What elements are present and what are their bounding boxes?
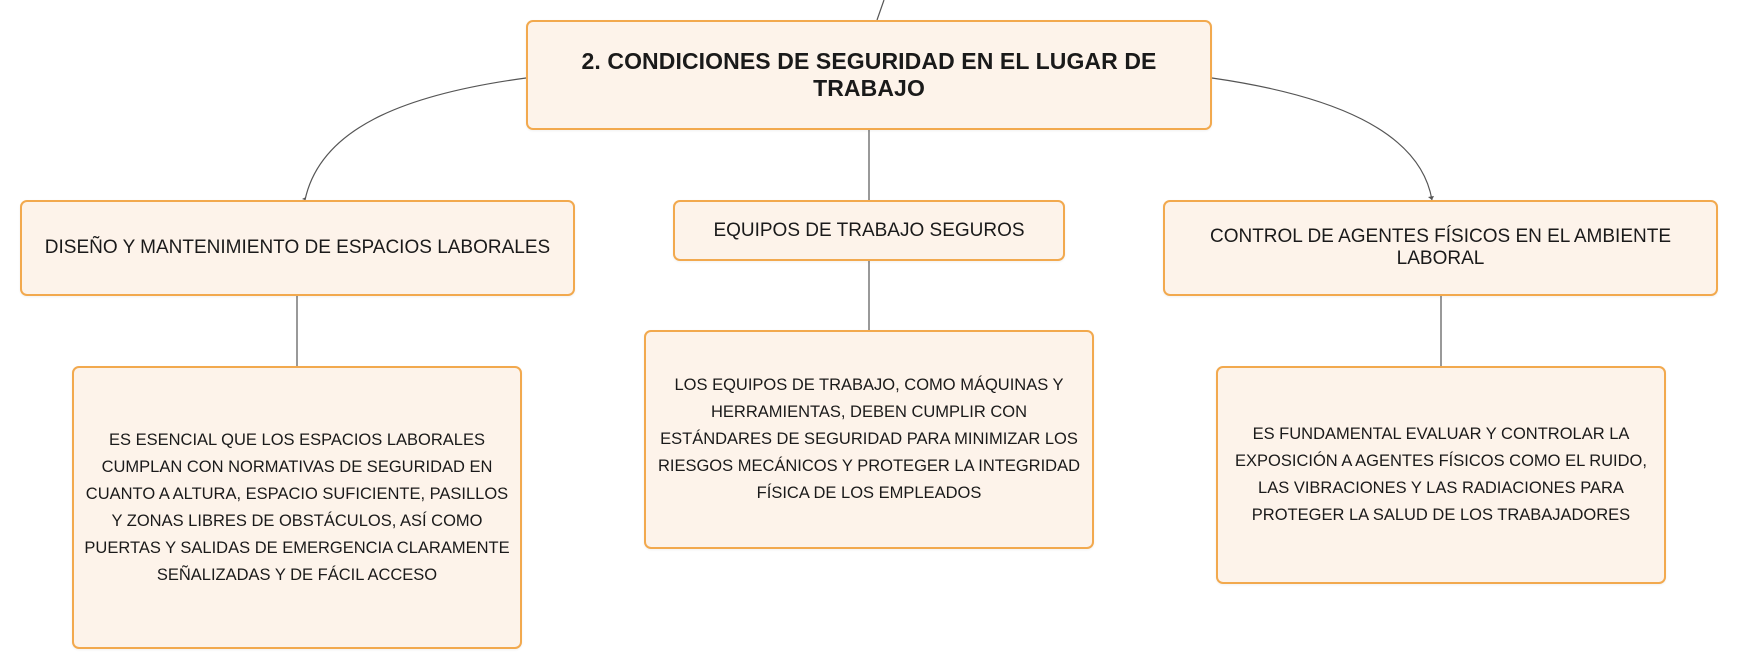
connector-root-to-right [1212, 78, 1432, 200]
detail-text: ES ESENCIAL QUE LOS ESPACIOS LABORALES CUMPLAN CON NORMATIVAS DE SEGURIDAD EN CUANTO A ALTURA, ESPACIO SUFICIENTE, PASILLOS Y ZONAS LIBRES DE OBSTÁCULOS, ASÍ COMO PUERTAS Y SALIDAS DE EMERGENCIA CLARAMENTE SEÑALIZADAS Y DE FÁCIL ACCESO [84, 430, 510, 584]
root-node[interactable] [526, 20, 1212, 130]
detail-node-equipment[interactable] [644, 330, 1094, 549]
detail-text: LOS EQUIPOS DE TRABAJO, COMO MÁQUINAS Y HERRAMIENTAS, DEBEN CUMPLIR CON ESTÁNDARES DE SEGURIDAD PARA MINIMIZAR LOS RIESGOS MECÁNICOS Y PROTEGER LA INTEGRIDAD FÍSICA DE LOS EMPLEADOS [657, 376, 1081, 502]
detail-node-physical-agents[interactable] [1216, 366, 1666, 584]
branch-node-physical-agents[interactable] [1163, 200, 1718, 296]
branch-node-equipment[interactable] [673, 200, 1065, 261]
branch-label: CONTROL DE AGENTES FÍSICOS EN EL AMBIENTE LABORAL [1209, 226, 1672, 269]
root-title: 2. CONDICIONES DE SEGURIDAD EN EL LUGAR DE TRABAJO [581, 48, 1157, 101]
detail-text: ES FUNDAMENTAL EVALUAR Y CONTROLAR LA EXPOSICIÓN A AGENTES FÍSICOS COMO EL RUIDO, LAS VIBRACIONES Y LAS RADIACIONES PARA PROTEGER LA SALUD DE LOS TRABAJADORES [1235, 425, 1647, 524]
branch-label: DISEÑO Y MANTENIMIENTO DE ESPACIOS LABORALES [44, 237, 551, 258]
branch-label: EQUIPOS DE TRABAJO SEGUROS [713, 219, 1025, 241]
connector-root-to-left [305, 78, 526, 200]
incoming-connector [877, 0, 884, 20]
branch-node-design[interactable] [20, 200, 575, 296]
detail-node-design[interactable] [72, 366, 522, 649]
